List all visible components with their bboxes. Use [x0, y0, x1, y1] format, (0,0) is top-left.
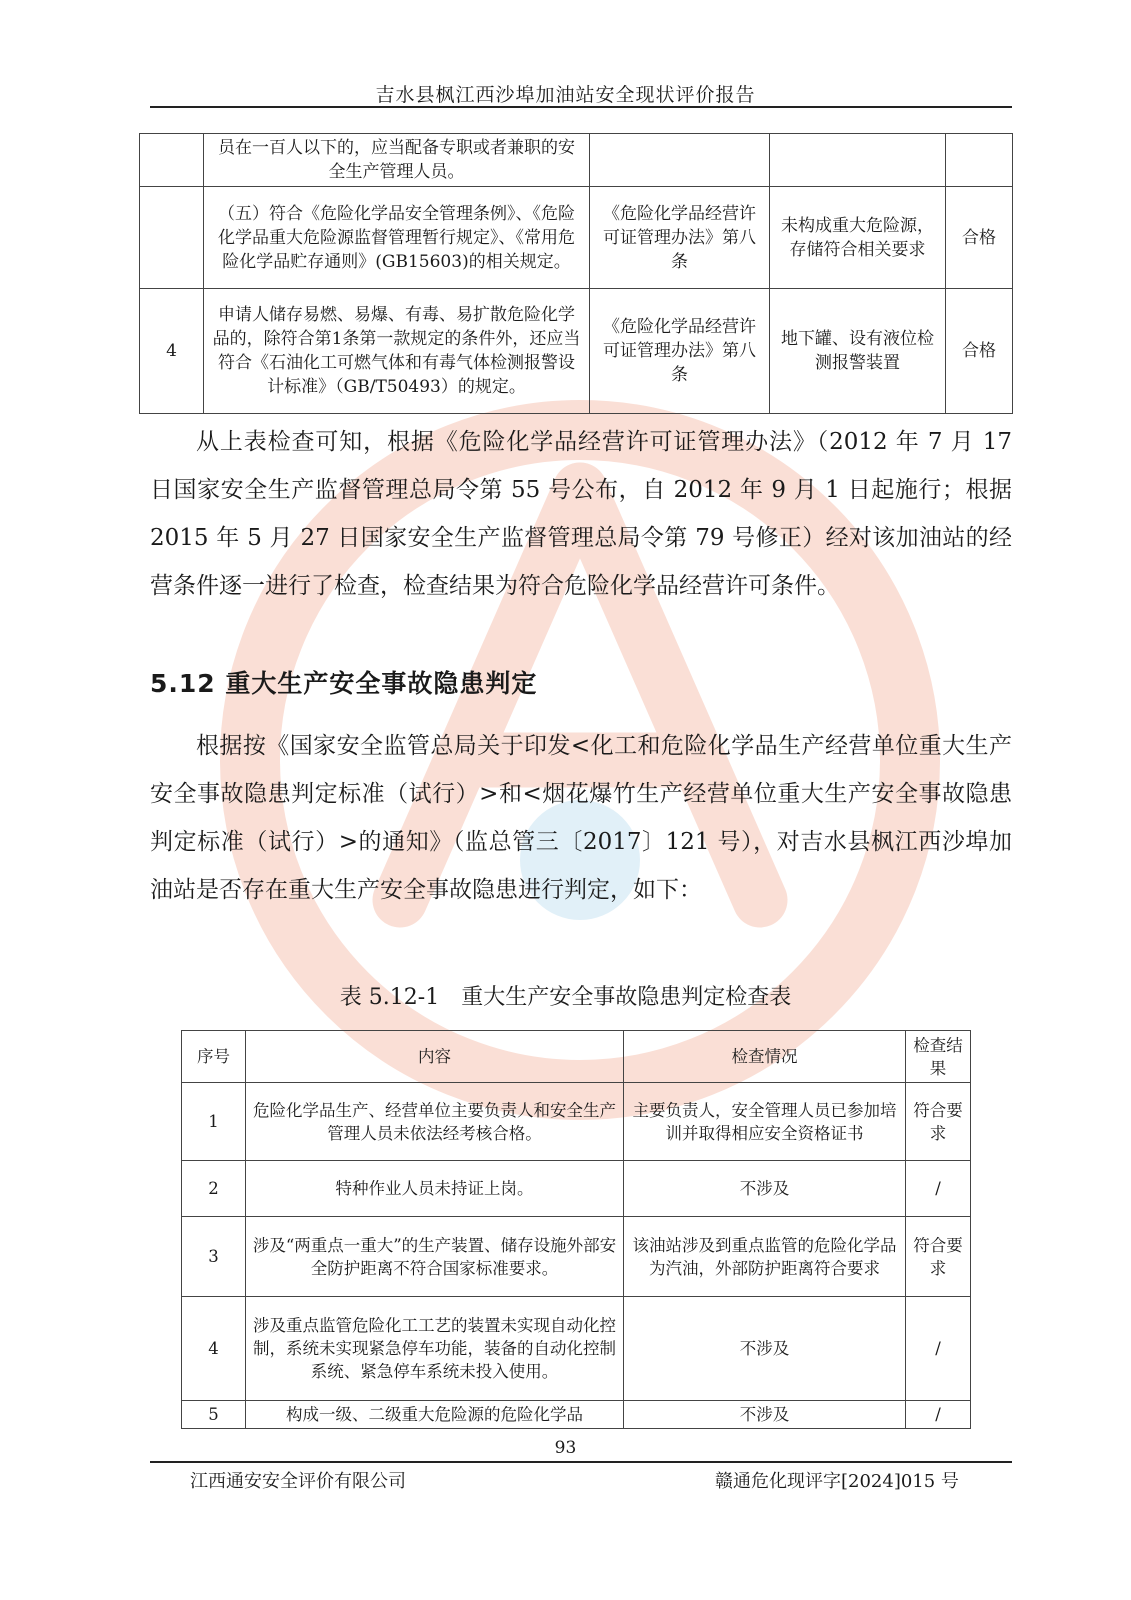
hazard-content: 构成一级、二级重大危险源的危险化学品	[246, 1401, 624, 1429]
report-header-title: 吉水县枫江西沙埠加油站安全现状评价报告	[375, 84, 756, 106]
check-status: 该油站涉及到重点监管的危险化学品为汽油，外部防护距离符合要求	[624, 1217, 906, 1297]
row-number: 4	[140, 289, 204, 414]
row-number: 2	[182, 1161, 246, 1217]
row-number: 1	[182, 1083, 246, 1161]
table-row	[182, 1083, 971, 1161]
basis-cell: 《危险化学品经营许可证管理办法》第八条	[590, 187, 770, 289]
conclusion-paragraph: 从上表检查可知，根据《危险化学品经营许可证管理办法》（2012 年 7 月 17 日国家安全生产监督管理总局令第 55 号公布，自 2012 年 9 月 1 日起施行；根据 2015 年 5 月 27 日国家安全生产监督管理总局令第 79 号修正）经对该加油站的经营条件逐一进行了检查，检查结果为符合危险化学品经营许可条件。	[150, 429, 1012, 599]
business-conditions-table	[139, 133, 1013, 414]
table-row	[182, 1217, 971, 1297]
check-status: 不涉及	[624, 1401, 906, 1429]
basis-cell	[590, 134, 770, 187]
hazard-content: 涉及重点监管危险化工工艺的装置未实现自动化控制，系统未实现紧急停车功能，装备的自动化控制系统、紧急停车系统未投入使用。	[246, 1297, 624, 1401]
page-number: 93	[554, 1438, 577, 1458]
footer-doc-id: 赣通危化现评字[2024]015 号	[715, 1471, 959, 1492]
table-row	[182, 1297, 971, 1401]
result-cell: 合格	[946, 187, 1013, 289]
section-heading: 5.12 重大生产安全事故隐患判定	[150, 669, 538, 698]
table-row	[140, 134, 1013, 187]
check-result: 符合要求	[906, 1083, 971, 1161]
header-divider	[150, 106, 1012, 108]
table-row	[140, 187, 1013, 289]
result-cell: 合格	[946, 289, 1013, 414]
check-result: /	[906, 1401, 971, 1429]
check-result: 符合要求	[906, 1217, 971, 1297]
check-result: /	[906, 1161, 971, 1217]
header-content: 内容	[246, 1031, 624, 1083]
check-status: 不涉及	[624, 1297, 906, 1401]
hazard-content: 危险化学品生产、经营单位主要负责人和安全生产管理人员未依法经考核合格。	[246, 1083, 624, 1161]
basis-paragraph: 根据按《国家安全监管总局关于印发<化工和危险化学品生产经营单位重大生产安全事故隐患判定标准（试行）>和<烟花爆竹生产经营单位重大生产安全事故隐患判定标准（试行）>的通知》（监总管三〔2017〕121 号），对吉水县枫江西沙埠加油站是否存在重大生产安全事故隐患进行判定，如下：	[150, 733, 1012, 903]
row-number	[140, 187, 204, 289]
hazard-content: 特种作业人员未持证上岗。	[246, 1161, 624, 1217]
table-row	[182, 1401, 971, 1429]
hazard-content: 涉及“两重点一重大”的生产装置、储存设施外部安全防护距离不符合国家标准要求。	[246, 1217, 624, 1297]
status-cell: 地下罐、设有液位检测报警装置	[770, 289, 946, 414]
table-header-row	[182, 1031, 971, 1083]
status-cell: 未构成重大危险源，存储符合相关要求	[770, 187, 946, 289]
row-number: 3	[182, 1217, 246, 1297]
table-caption: 表 5.12-1 重大生产安全事故隐患判定检查表	[339, 985, 792, 1010]
header-status: 检查情况	[624, 1031, 906, 1083]
check-status: 不涉及	[624, 1161, 906, 1217]
hazard-check-table	[181, 1030, 971, 1429]
footer-divider	[150, 1461, 1012, 1463]
basis-cell: 《危险化学品经营许可证管理办法》第八条	[590, 289, 770, 414]
status-cell	[770, 134, 946, 187]
requirement-content: 申请人储存易燃、易爆、有毒、易扩散危险化学品的，除符合第1条第一款规定的条件外，还应当符合《石油化工可燃气体和有毒气体检测报警设计标准》（GB/T50493）的规定。	[204, 289, 590, 414]
requirement-content: 员在一百人以下的，应当配备专职或者兼职的安全生产管理人员。	[204, 134, 590, 187]
check-status: 主要负责人，安全管理人员已参加培训并取得相应安全资格证书	[624, 1083, 906, 1161]
check-result: /	[906, 1297, 971, 1401]
table-row	[140, 289, 1013, 414]
row-number: 4	[182, 1297, 246, 1401]
footer-company: 江西通安安全评价有限公司	[190, 1471, 406, 1492]
table-row	[182, 1161, 971, 1217]
row-number	[140, 134, 204, 187]
result-cell	[946, 134, 1013, 187]
row-number: 5	[182, 1401, 246, 1429]
header-result: 检查结果	[906, 1031, 971, 1083]
requirement-content: （五）符合《危险化学品安全管理条例》、《危险化学品重大危险源监督管理暂行规定》、《常用危险化学品贮存通则》(GB15603)的相关规定。	[204, 187, 590, 289]
header-no: 序号	[182, 1031, 246, 1083]
